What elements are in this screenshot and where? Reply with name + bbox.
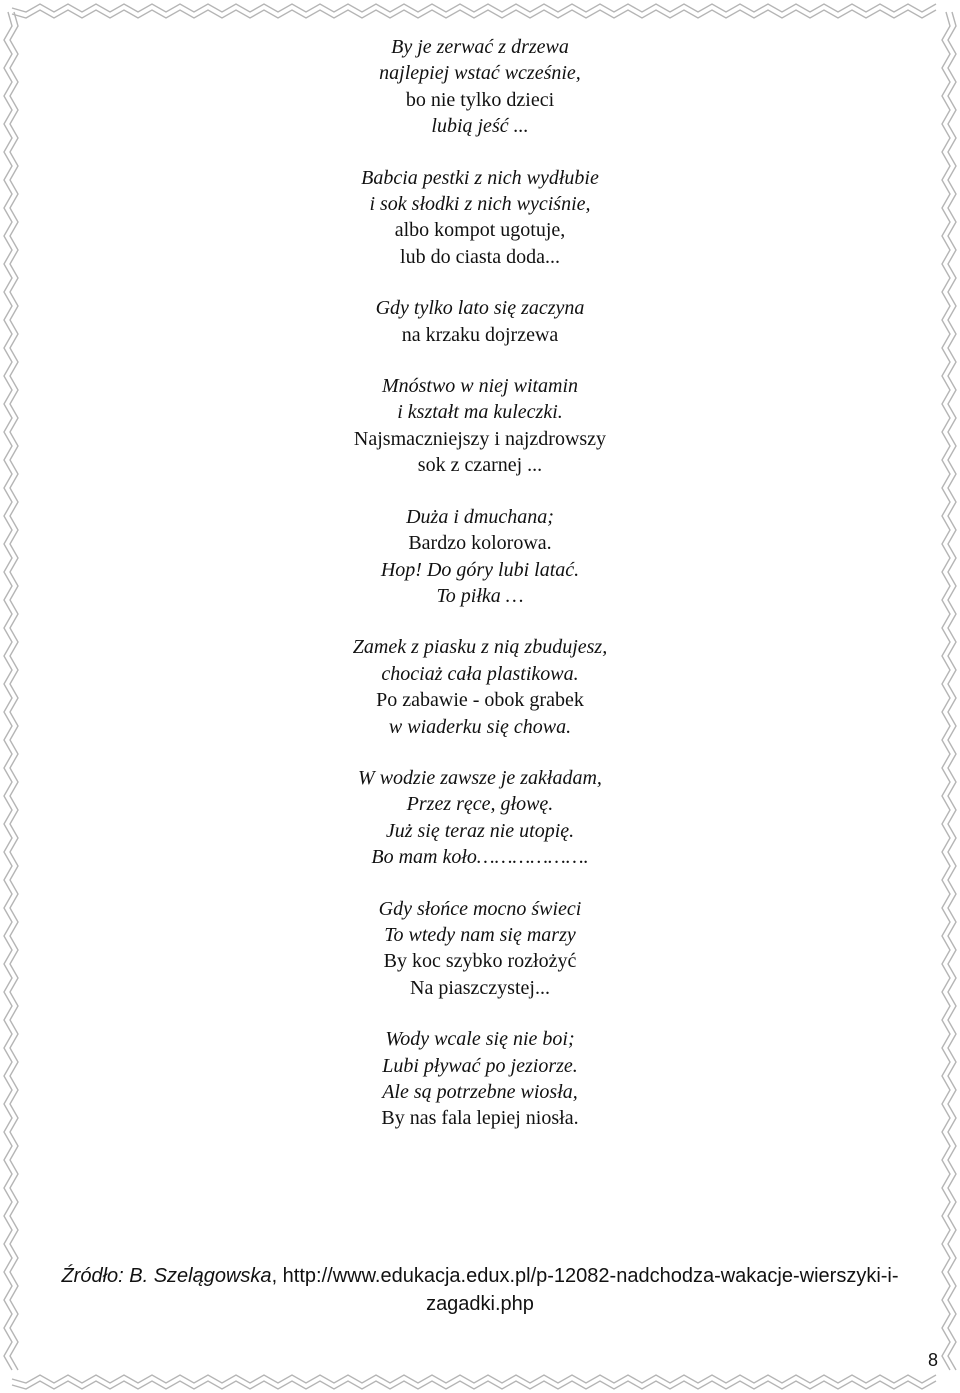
poem-line: Gdy słońce mocno świeci — [378, 897, 582, 920]
poem-line: na krzaku dojrzewa — [401, 323, 559, 346]
stanza — [60, 165, 900, 271]
source-citation — [20, 1262, 940, 1318]
stanza — [60, 634, 900, 740]
poem-line: Hop! Do góry lubi latać. — [380, 558, 580, 581]
poem-line: To wtedy nam się marzy — [384, 923, 576, 946]
poem-line: w wiaderku się chowa. — [388, 715, 572, 738]
poem-line: Bardzo kolorowa. — [408, 532, 552, 555]
poem-line: Babcia pestki z nich wydłubie — [361, 166, 599, 189]
stanza — [60, 765, 900, 871]
poem-line: Wody wcale się nie boi; — [385, 1028, 575, 1051]
poem-line: Bo mam koło………………. — [371, 846, 589, 869]
poem-line: najlepiej wstać wcześnie, — [379, 62, 581, 85]
poem-line: Zamek z piasku z nią zbudujesz, — [352, 636, 608, 659]
stanza — [60, 295, 900, 348]
border-segment — [4, 12, 12, 1370]
poem-line: By nas fala lepiej niosła. — [381, 1107, 579, 1130]
poem-line: W wodzie zawsze je zakładam, — [358, 766, 602, 789]
poem-line: Przez ręce, głowę. — [406, 793, 554, 816]
poem-line: Po zabawie - obok grabek — [376, 689, 584, 712]
border-segment — [10, 12, 18, 1370]
poem-line: albo kompot ugotuje, — [394, 219, 566, 242]
poem-line: bo nie tylko dzieci — [405, 88, 555, 111]
poem-line: Ale są potrzebne wiosła, — [382, 1081, 578, 1103]
page-number: 8 — [927, 1350, 938, 1370]
stanza — [60, 504, 900, 610]
poem-line: i sok słodki z nich wyciśnie, — [369, 193, 591, 216]
poem-line: Na piaszczystej... — [410, 976, 550, 999]
poem-line: To piłka … — [436, 584, 524, 607]
poem-line: Już się teraz nie utopię. — [385, 819, 575, 842]
poem — [60, 34, 900, 1157]
poem-line: By koc szybko rozłożyć — [383, 950, 577, 973]
poem-line: Gdy tylko lato się zaczyna — [375, 297, 585, 320]
poem-line: Duża i dmuchana; — [406, 505, 554, 528]
stanza — [60, 373, 900, 479]
poem-line: Najsmaczniejszy i najzdrowszy — [353, 427, 607, 450]
poem-line: lubią jeść ... — [431, 115, 529, 138]
poem-line: By je zerwać z drzewa — [391, 36, 569, 58]
poem-line: Lubi pływać po jeziorze. — [382, 1054, 578, 1077]
border-segment — [948, 12, 956, 1370]
source-label: Źródło: B. Szelągowska — [61, 1265, 272, 1287]
stanza — [60, 1026, 900, 1132]
poem-line: chociaż cała plastikowa. — [381, 662, 579, 685]
poem-line: sok z czarnej ... — [417, 454, 543, 477]
stanza — [60, 34, 900, 140]
border-segment — [942, 12, 950, 1370]
source-text: , http://www.edukacja.edux.pl/p-12082-nadchodza-wakacje-wierszyki-i-zagadki.php — [271, 1265, 899, 1315]
poem-line: lub do ciasta doda... — [400, 245, 560, 268]
poem-line: Mnóstwo w niej witamin — [381, 375, 579, 398]
stanza — [60, 896, 900, 1002]
poem-line: i kształt ma kuleczki. — [397, 401, 563, 424]
